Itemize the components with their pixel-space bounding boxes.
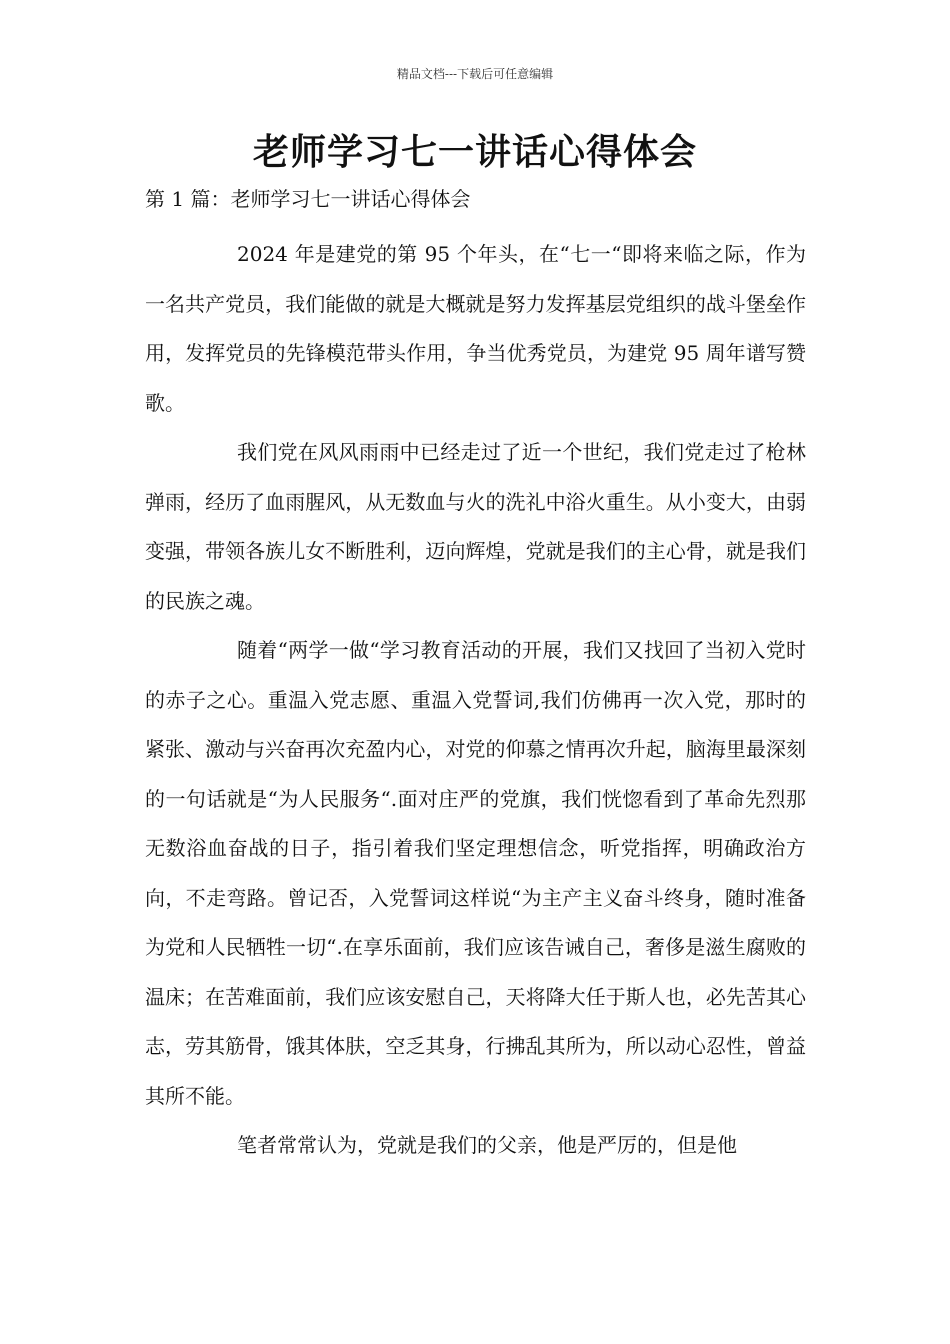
document-title: 老师学习七一讲话心得体会 [252, 131, 697, 173]
section-heading: 第 1 篇：老师学习七一讲话心得体会 [145, 187, 471, 211]
paragraph: 我们党在风风雨雨中已经走过了近一个世纪，我们党走过了枪林弹雨，经历了血雨腥风，从无数血与火的洗礼中浴火重生。从小变大，由弱变强，带领各族儿女不断胜利，迈向辉煌，党就是我们的主心骨，就是我们的民族之魂。 [145, 440, 806, 613]
paragraph: 2024 年是建党的第 95 个年头，在“七一“即将来临之际，作为一名共产党员，我们能做的就是大概就是努力发挥基层党组织的战斗堡垒作用，发挥党员的先锋模范带头作用，争当优秀党员，为建党 95 周年谱写赞歌。 [145, 242, 806, 415]
document-body [145, 230, 806, 1171]
paragraph: 随着“两学一做“学习教育活动的开展，我们又找回了当初入党时的赤子之心。重温入党志愿、重温入党誓词,我们仿佛再一次入党，那时的紧张、激动与兴奋再次充盈内心，对党的仰慕之情再次升起，脑海里最深刻的一句话就是“为人民服务“.面对庄严的党旗，我们恍惚看到了革命先烈那无数浴血奋战的日子，指引着我们坚定理想信念，听党指挥，明确政治方向，不走弯路。曾记否，入党誓词这样说“为主产主义奋斗终身，随时准备为党和人民牺牲一切“.在享乐面前，我们应该告诫自己，奢侈是滋生腐败的温床；在苦难面前，我们应该安慰自己，天将降大任于斯人也，必先苦其心志，劳其筋骨，饿其体肤，空乏其身，行拂乱其所为，所以动心忍性，曾益其所不能。 [145, 638, 806, 1108]
header-note: 精品文档---下载后可任意编辑 [396, 67, 554, 81]
paragraph: 笔者常常认为，党就是我们的父亲，他是严厉的，但是他 [237, 1133, 737, 1157]
